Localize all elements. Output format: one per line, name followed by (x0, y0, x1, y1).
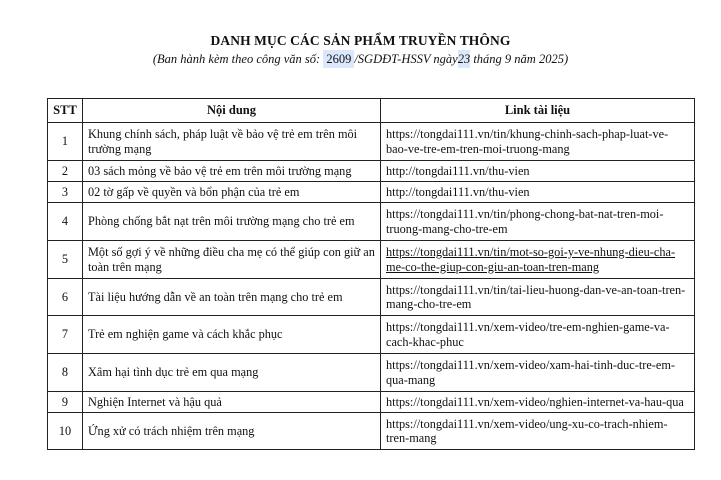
header-content: Nội dung (83, 99, 381, 123)
row-content: Một số gợi ý về những điều cha mẹ có thể giúp con giữ an toàn trên mạng (83, 241, 381, 279)
row-content: 02 tờ gấp về quyền và bổn phận của trẻ em (83, 182, 381, 203)
row-content: Tài liệu hướng dẫn về an toàn trên mạng cho trẻ em (83, 279, 381, 316)
row-content: Trẻ em nghiện game và cách khắc phục (83, 316, 381, 354)
header-link: Link tài liệu (381, 99, 695, 123)
row-link[interactable]: https:/​/​tongdai111.vn/​xem-​video/​tre-​em-​nghien-​game-​va-​cach-​khac-​phuc (381, 316, 695, 354)
subtitle-rest: tháng 9 năm 2025) (470, 52, 569, 66)
document-title: DANH MỤC CÁC SẢN PHẨM TRUYỀN THÔNG (210, 33, 511, 48)
table-row (48, 279, 695, 316)
row-content: Phòng chống bắt nạt trên môi trường mạng cho trẻ em (83, 203, 381, 241)
row-stt: 8 (48, 354, 83, 392)
row-stt: 10 (48, 413, 83, 450)
table-row (48, 316, 695, 354)
subtitle-prefix: (Ban hành kèm theo công văn số: (152, 52, 324, 66)
table-row (48, 392, 695, 413)
row-stt: 4 (48, 203, 83, 241)
row-stt: 7 (48, 316, 83, 354)
row-link[interactable]: https:/​/​tongdai111.vn/​tin/​phong-​chong-​bat-​nat-​tren-​moi-​truong-​mang-​cho-​tre-​em (381, 203, 695, 241)
row-link[interactable]: https:/​/​tongdai111.vn/​xem-​video/​nghien-​internet-​va-​hau-​qua (381, 392, 695, 413)
row-content: 03 sách mỏng về bảo vệ trẻ em trên môi trường mạng (83, 161, 381, 182)
row-link[interactable]: http:/​/​tongdai111.vn/​thu-​vien (381, 182, 695, 203)
products-table (47, 98, 695, 450)
table-row (48, 241, 695, 279)
row-stt: 3 (48, 182, 83, 203)
table-row (48, 413, 695, 450)
dispatch-code: /SGDĐT-HSSV ngày (354, 52, 458, 66)
row-stt: 1 (48, 123, 83, 161)
dispatch-number: 2609 (323, 50, 354, 68)
row-content: Ứng xử có trách nhiệm trên mạng (83, 413, 381, 450)
document-subtitle (0, 52, 721, 67)
table-row (48, 354, 695, 392)
row-link[interactable]: https:/​/​tongdai111.vn/​tin/​khung-​chinh-​sach-​phap-​luat-​ve-​bao-​ve-​tre-​em-​tren-​moi-​truong-​mang (381, 123, 695, 161)
row-stt: 6 (48, 279, 83, 316)
row-stt: 2 (48, 161, 83, 182)
row-stt: 9 (48, 392, 83, 413)
row-link[interactable]: https:/​/​tongdai111.vn/​xem-​video/​ung-​xu-​co-​trach-​nhiem-​tren-​mang (381, 413, 695, 450)
row-content: Xâm hại tình dục trẻ em qua mạng (83, 354, 381, 392)
row-link-text[interactable]: https:/​/​tongdai111.vn/​tin/​mot-​so-​goi-​y-​ve-​nhung-​dieu-​cha-​me-​co-​the-​giup-​con-​giu-​an-​toan-​tren-​mang (386, 245, 676, 274)
table-header-row (48, 99, 695, 123)
row-link[interactable]: https:/​/​tongdai111.vn/​tin/​tai-​lieu-​huong-​dan-​ve-​an-​toan-​tren-​mang-​cho-​tre-​em (381, 279, 695, 316)
header-stt: STT (48, 99, 83, 123)
table-row (48, 182, 695, 203)
dispatch-day: 23 (457, 52, 471, 66)
row-content: Khung chính sách, pháp luật về bảo vệ trẻ em trên môi trường mạng (83, 123, 381, 161)
row-content: Nghiện Internet và hậu quả (83, 392, 381, 413)
row-link[interactable]: http:/​/​tongdai111.vn/​thu-​vien (381, 161, 695, 182)
row-link[interactable]: https:/​/​tongdai111.vn/​xem-​video/​xam-​hai-​tinh-​duc-​tre-​em-​qua-​mang (381, 354, 695, 392)
table-row (48, 161, 695, 182)
row-stt: 5 (48, 241, 83, 279)
row-link[interactable] (381, 241, 695, 279)
table-row (48, 123, 695, 161)
table-row (48, 203, 695, 241)
